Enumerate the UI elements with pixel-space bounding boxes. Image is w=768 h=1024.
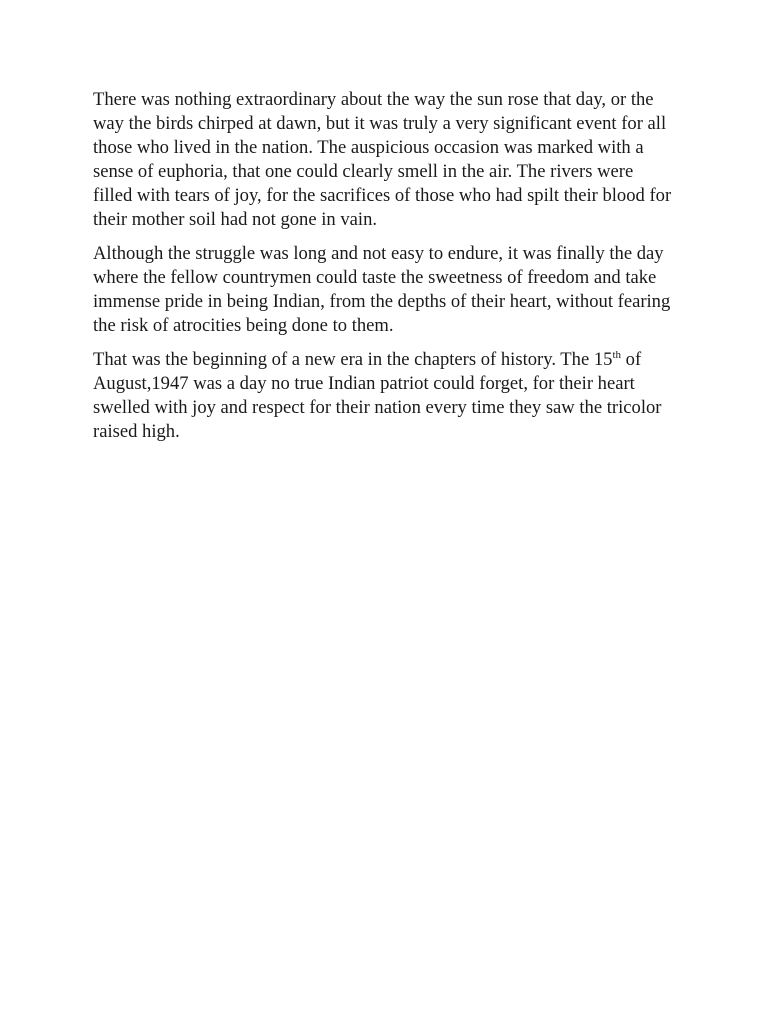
paragraph-2: Although the struggle was long and not easy to endure, it was finally the day where the fellow countrymen could taste the sweetness of freedom and take immense pride in being Indian, from the depths of their heart, without fearing the risk of atrocities being done to them.	[93, 243, 671, 336]
paragraph-3-text-after: of August,1947 was a day no true Indian patriot could forget, for their heart swelled with joy and respect for their nation every time they saw the tricolor raised high.	[93, 349, 662, 442]
paragraph-1: There was nothing extraordinary about the way the sun rose that day, or the way the birds chirped at dawn, but it was truly a very significant event for all those who lived in the nation. The auspicious occasion was marked with a sense of euphoria, that one could clearly smell in the air. The rivers were filled with tears of joy, for the sacrifices of those who had spilt their blood for their mother soil had not gone in vain.	[93, 89, 672, 230]
ordinal-superscript: th	[612, 348, 621, 361]
paragraph-3-text-before: That was the beginning of a new era in the chapters of history. The 15	[93, 349, 613, 370]
paragraph-3	[93, 348, 673, 444]
document-body	[93, 88, 673, 454]
